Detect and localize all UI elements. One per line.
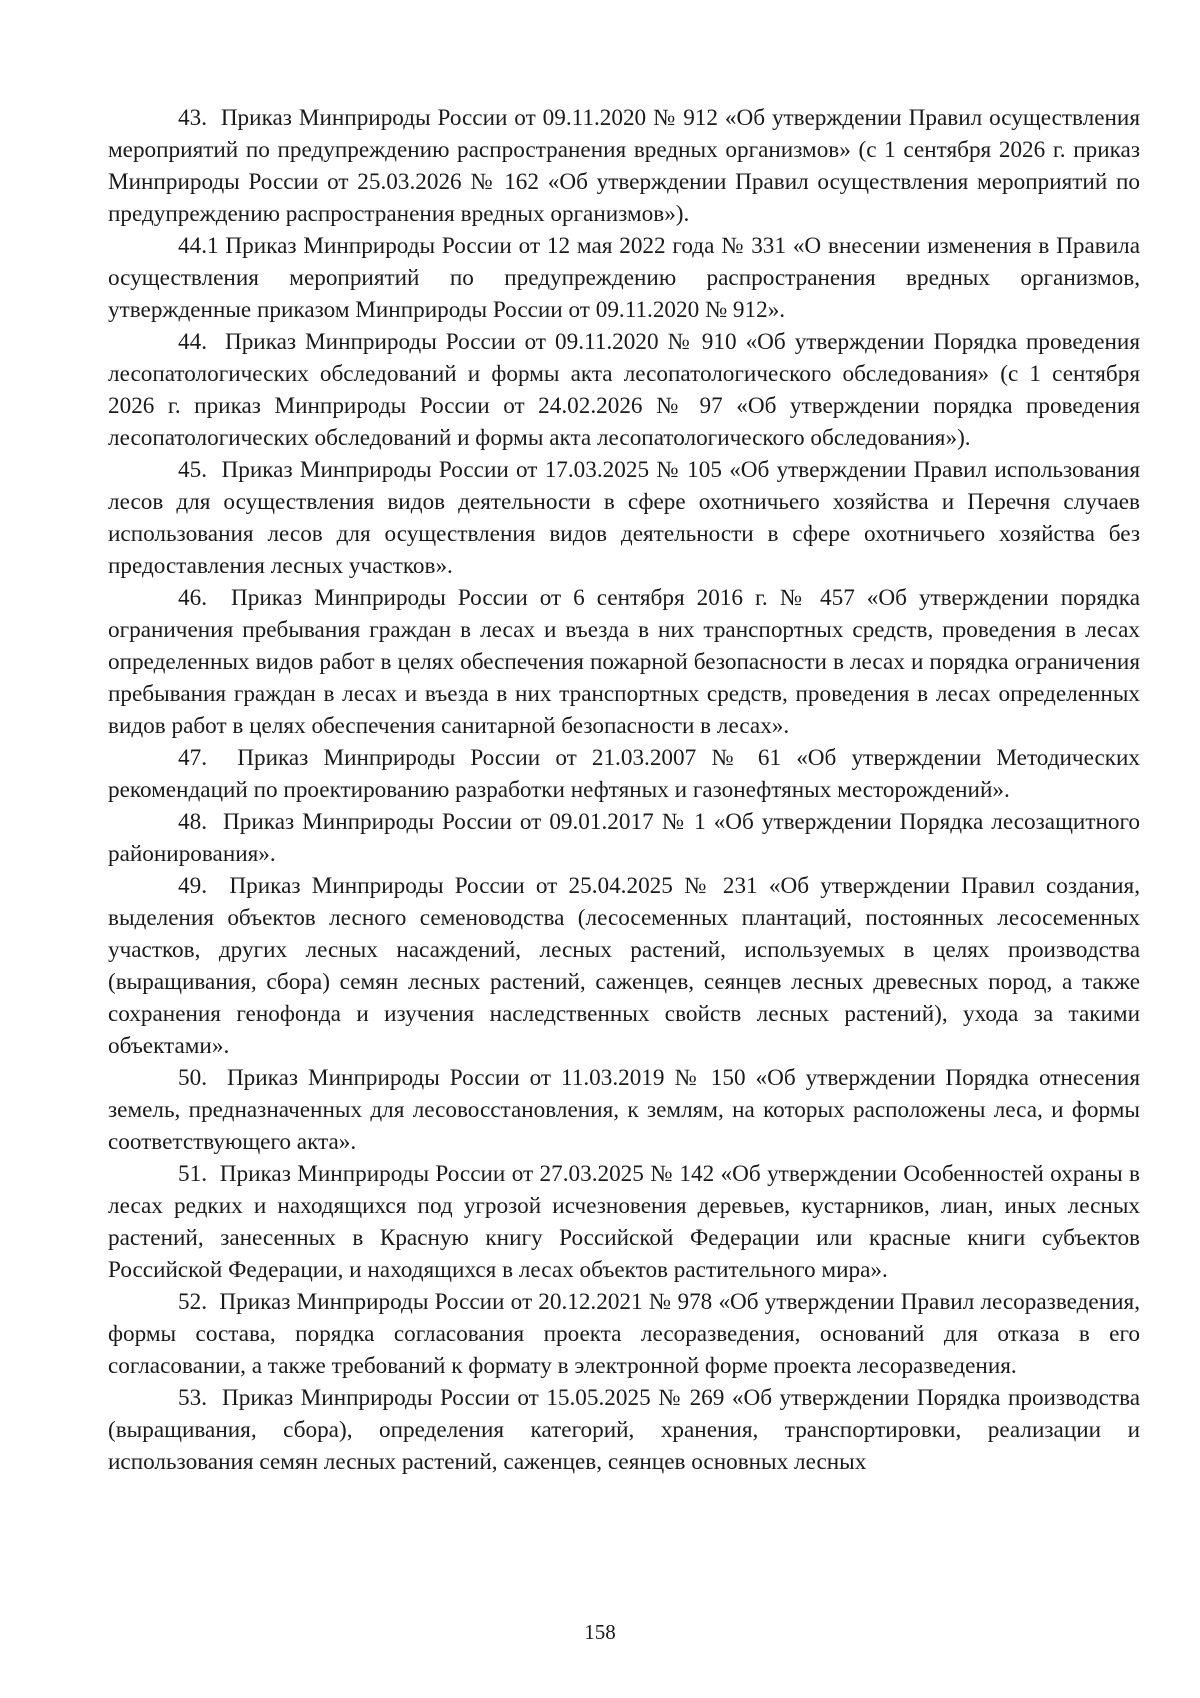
document-body xyxy=(108,102,1140,1478)
list-item-46: 46. Приказ Минприроды России от 6 сентября 2016 г. № 457 «Об утверждении порядка ограничения пребывания граждан в лесах и въезда в них транспортных средств, проведения в лесах определенных видов работ в целях обеспечения пожарной безопасности в лесах и порядка ограничения пребывания граждан в лесах и въезда в них транспортных средств, проведения в лесах определенных видов работ в целях обеспечения санитарной безопасности в лесах». xyxy=(108,585,1140,739)
list-item-49: 49. Приказ Минприроды России от 25.04.2025 № 231 «Об утверждении Правил создания, выделения объектов лесного семеноводства (лесосеменных плантаций, постоянных лесосеменных участков, других лесных насаждений, лесных растений, используемых в целях производства (выращивания, сбора) семян лесных растений, саженцев, сеянцев лесных древесных пород, а также сохранения генофонда и изучения наследственных свойств лесных растений), ухода за такими объектами». xyxy=(108,873,1140,1059)
list-item-52: 52. Приказ Минприроды России от 20.12.2021 № 978 «Об утверждении Правил лесоразведения, формы состава, порядка согласования проекта лесоразведения, оснований для отказа в его согласовании, а также требований к формату в электронной форме проекта лесоразведения. xyxy=(108,1289,1140,1379)
list-item-47: 47. Приказ Минприроды России от 21.03.2007 № 61 «Об утверждении Методических рекомендаций по проектированию разработки нефтяных и газонефтяных месторождений». xyxy=(108,745,1140,803)
list-item-48: 48. Приказ Минприроды России от 09.01.2017 № 1 «Об утверждении Порядка лесозащитного районирования». xyxy=(108,809,1140,867)
list-item-44: 44. Приказ Минприроды России от 09.11.2020 № 910 «Об утверждении Порядка проведения лесопатологических обследований и формы акта лесопатологического обследования» (с 1 сентября 2026 г. приказ Минприроды России от 24.02.2026 № 97 «Об утверждении порядка проведения лесопатологических обследований и формы акта лесопатологического обследования»). xyxy=(108,329,1140,451)
page-number: 158 xyxy=(584,1620,616,1644)
list-item-43: 43. Приказ Минприроды России от 09.11.2020 № 912 «Об утверждении Правил осуществления мероприятий по предупреждению распространения вредных организмов» (с 1 сентября 2026 г. приказ Минприроды России от 25.03.2026 № 162 «Об утверждении Правил осуществления мероприятий по предупреждению распространения вредных организмов»). xyxy=(108,105,1140,227)
list-item-53: 53. Приказ Минприроды России от 15.05.2025 № 269 «Об утверждении Порядка производства (выращивания, сбора), определения категорий, хранения, транспортировки, реализации и использования семян лесных растений, саженцев, сеянцев основных лесных xyxy=(108,1385,1140,1475)
list-item-44-1: 44.1 Приказ Минприроды России от 12 мая 2022 года № 331 «О внесении изменения в Правила осуществления мероприятий по предупреждению распространения вредных организмов, утвержденные приказом Минприроды России от 09.11.2020 № 912». xyxy=(108,233,1140,323)
list-item-50: 50. Приказ Минприроды России от 11.03.2019 № 150 «Об утверждении Порядка отнесения земель, предназначенных для лесовосстановления, к землям, на которых расположены леса, и формы соответствующего акта». xyxy=(108,1065,1140,1155)
list-item-51: 51. Приказ Минприроды России от 27.03.2025 № 142 «Об утверждении Особенностей охраны в лесах редких и находящихся под угрозой исчезновения деревьев, кустарников, лиан, иных лесных растений, занесенных в Красную книгу Российской Федерации или красные книги субъектов Российской Федерации, и находящихся в лесах объектов растительного мира». xyxy=(108,1161,1140,1283)
list-item-45: 45. Приказ Минприроды России от 17.03.2025 № 105 «Об утверждении Правил использования лесов для осуществления видов деятельности в сфере охотничьего хозяйства и Перечня случаев использования лесов для осуществления видов деятельности в сфере охотничьего хозяйства без предоставления лесных участков». xyxy=(108,457,1140,579)
